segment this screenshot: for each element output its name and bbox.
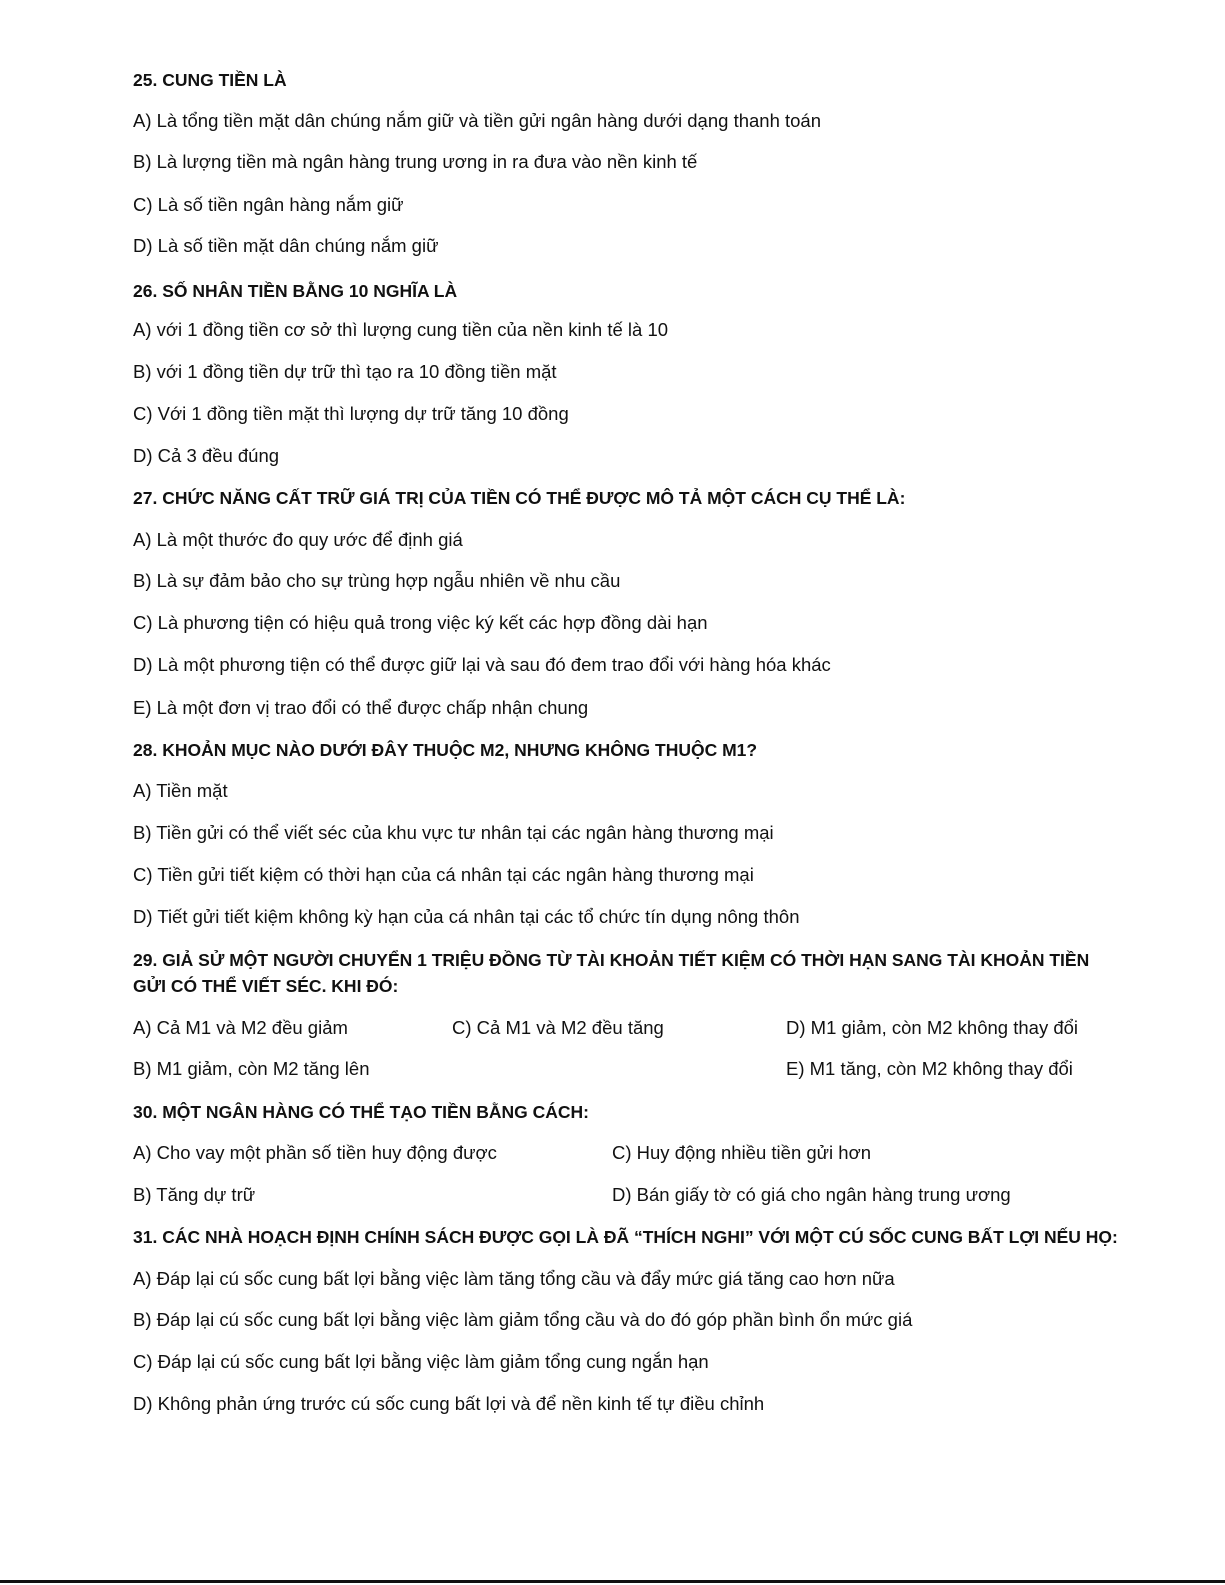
- question-25-option-a: A) Là tổng tiền mặt dân chúng nắm giữ và tiền gửi ngân hàng dưới dạng thanh toán: [133, 110, 822, 131]
- question-28-option-b: B) Tiền gửi có thể viết séc của khu vực tư nhân tại các ngân hàng thương mại: [133, 822, 774, 843]
- question-27-option-a: A) Là một thước đo quy ước để định giá: [133, 529, 463, 550]
- question-26-option-c: C) Với 1 đồng tiền mặt thì lượng dự trữ tăng 10 đồng: [133, 403, 569, 424]
- question-30-option-a: A) Cho vay một phần số tiền huy động được: [133, 1142, 497, 1163]
- question-29-title: 29. GIẢ SỬ MỘT NGƯỜI CHUYỂN 1 TRIỆU ĐỒNG TỪ TÀI KHOẢN TIẾT KIỆM CÓ THỜI HẠN SANG TÀI KHOẢN TIỀN GỬI CÓ THỂ VIẾT SÉC. KHI ĐÓ:: [133, 950, 1090, 996]
- question-25-option-d: D) Là số tiền mặt dân chúng nắm giữ: [133, 235, 439, 256]
- page-bottom-border: [0, 1580, 1225, 1583]
- question-30-option-d: D) Bán giấy tờ có giá cho ngân hàng trung ương: [612, 1184, 1011, 1205]
- question-28-option-d: D) Tiết gửi tiết kiệm không kỳ hạn của cá nhân tại các tổ chức tín dụng nông thôn: [133, 906, 800, 927]
- question-29-option-d: D) M1 giảm, còn M2 không thay đổi: [786, 1017, 1079, 1038]
- question-28-option-c: C) Tiền gửi tiết kiệm có thời hạn của cá nhân tại các ngân hàng thương mại: [133, 864, 754, 885]
- question-31-option-d: D) Không phản ứng trước cú sốc cung bất lợi và để nền kinh tế tự điều chỉnh: [133, 1393, 765, 1414]
- question-27-option-b: B) Là sự đảm bảo cho sự trùng hợp ngẫu nhiên về nhu cầu: [133, 570, 621, 591]
- question-29-option-c: C) Cả M1 và M2 đều tăng: [452, 1017, 664, 1038]
- question-31-title: 31. CÁC NHÀ HOẠCH ĐỊNH CHÍNH SÁCH ĐƯỢC GỌI LÀ ĐÃ “THÍCH NGHI” VỚI MỘT CÚ SỐC CUNG BẤT LỢI NẾU HỌ:: [133, 1227, 1118, 1247]
- question-31-option-c: C) Đáp lại cú sốc cung bất lợi bằng việc làm giảm tổng cung ngắn hạn: [133, 1351, 709, 1372]
- question-31-option-a: A) Đáp lại cú sốc cung bất lợi bằng việc làm tăng tổng cầu và đẩy mức giá tăng cao hơn nữa: [133, 1268, 895, 1289]
- question-31-option-b: B) Đáp lại cú sốc cung bất lợi bằng việc làm giảm tổng cầu và do đó góp phần bình ổn mức giá: [133, 1309, 913, 1330]
- question-26-option-a: A) với 1 đồng tiền cơ sở thì lượng cung tiền của nền kinh tế là 10: [133, 319, 669, 340]
- question-25-option-c: C) Là số tiền ngân hàng nắm giữ: [133, 194, 404, 215]
- question-30-option-c: C) Huy động nhiều tiền gửi hơn: [612, 1142, 871, 1163]
- question-26-title: 26. SỐ NHÂN TIỀN BẰNG 10 NGHĨA LÀ: [133, 281, 458, 301]
- question-26-option-b: B) với 1 đồng tiền dự trữ thì tạo ra 10 đồng tiền mặt: [133, 361, 557, 382]
- question-30-option-b: B) Tăng dự trữ: [133, 1184, 256, 1205]
- question-26-option-d: D) Cả 3 đều đúng: [133, 445, 280, 466]
- question-25-option-b: B) Là lượng tiền mà ngân hàng trung ương in ra đưa vào nền kinh tế: [133, 151, 698, 172]
- question-27-title: 27. CHỨC NĂNG CẤT TRỮ GIÁ TRỊ CỦA TIỀN CÓ THỂ ĐƯỢC MÔ TẢ MỘT CÁCH CỤ THỂ LÀ:: [133, 488, 906, 508]
- question-27-option-e: E) Là một đơn vị trao đổi có thể được chấp nhận chung: [133, 697, 589, 718]
- question-29-option-e: E) M1 tăng, còn M2 không thay đổi: [786, 1058, 1073, 1079]
- question-28-title: 28. KHOẢN MỤC NÀO DƯỚI ĐÂY THUỘC M2, NHƯNG KHÔNG THUỘC M1?: [133, 740, 758, 760]
- question-29-option-b: B) M1 giảm, còn M2 tăng lên: [133, 1058, 370, 1079]
- question-27-option-d: D) Là một phương tiện có thể được giữ lại và sau đó đem trao đổi với hàng hóa khác: [133, 654, 831, 675]
- question-30-title: 30. MỘT NGÂN HÀNG CÓ THỂ TẠO TIỀN BẰNG CÁCH:: [133, 1102, 589, 1122]
- question-27-option-c: C) Là phương tiện có hiệu quả trong việc ký kết các hợp đồng dài hạn: [133, 612, 708, 633]
- question-25-title: 25. CUNG TIỀN LÀ: [133, 70, 287, 90]
- question-29-option-a: A) Cả M1 và M2 đều giảm: [133, 1017, 348, 1038]
- question-28-option-a: A) Tiền mặt: [133, 780, 228, 801]
